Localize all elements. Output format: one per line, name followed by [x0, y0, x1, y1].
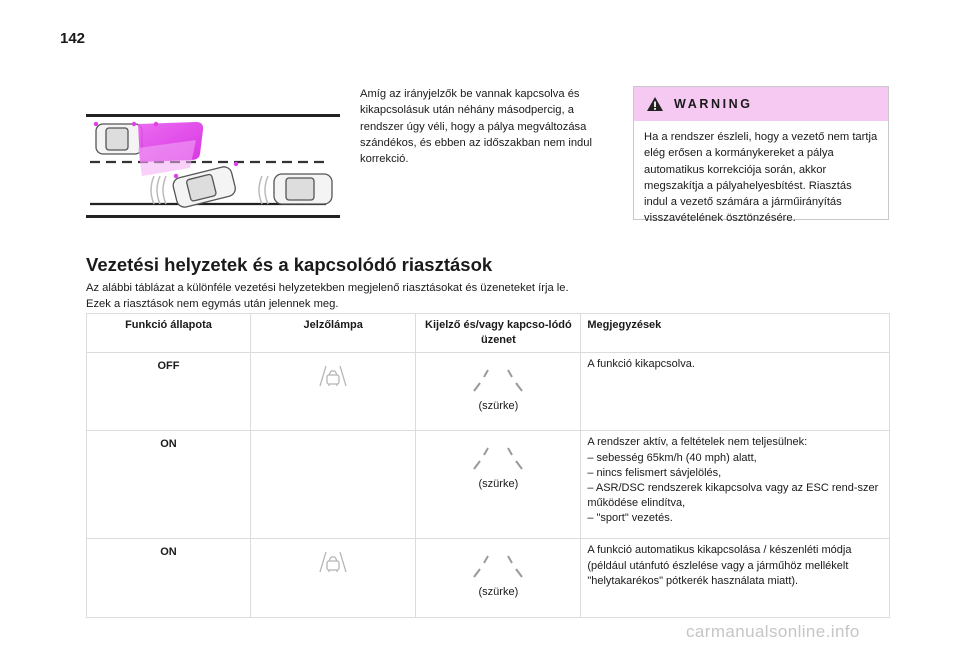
remark-text: A funkció automatikus kikapcsolása / készenléti módja (például utánfutó észlelése vagy a járműhöz mellékelt "helytakarékos" pótkerék használata miatt).	[587, 544, 852, 587]
section-description-line-1: Az alábbi táblázat a különféle vezetési helyzetekben megjelenő riasztásokat és üzeneteket írja le.	[86, 282, 569, 294]
remark	[581, 539, 890, 618]
display-cell	[416, 353, 581, 431]
display-gray-label: (szürke)	[478, 477, 519, 490]
table-row	[87, 539, 890, 618]
warning-header	[634, 87, 888, 121]
table-row	[87, 353, 890, 431]
remark-line: – ASR/DSC rendszerek kikapcsolva vagy az ESC rend-szer működése elindítva,	[587, 482, 879, 510]
display-cell	[416, 431, 581, 539]
section-description-line-2: Ezek a riasztások nem egymás után jelennek meg.	[86, 297, 339, 310]
header-function-state: Funkció állapota	[87, 314, 251, 353]
remark-line: A rendszer aktív, a feltételek nem teljesülnek:	[587, 436, 808, 449]
header-display-message: Kijelző és/vagy kapcso-lódó üzenet	[416, 314, 581, 353]
lane-keep-warning-icon	[318, 549, 348, 575]
illustration-top-rule	[86, 114, 340, 117]
remark	[581, 431, 890, 539]
lane-keep-warning-icon	[318, 363, 348, 389]
header-remarks: Megjegyzések	[581, 314, 890, 353]
display-gray-label: (szürke)	[478, 585, 519, 598]
alerts-table	[86, 313, 890, 618]
warning-box	[633, 86, 889, 225]
remark-line: – sebesség 65km/h (40 mph) alatt,	[587, 451, 757, 464]
watermark: carmanualsonline.info	[686, 622, 860, 641]
intro-paragraph: Amíg az irányjelzők be vannak kapcsolva és kikapcsolásuk után néhány másodpercig, a rendszer úgy véli, hogy a pálya megváltozása szándékos, és ebben az időszakban nem indul korrekció.	[360, 88, 592, 166]
remark-line: – nincs felismert sávjelölés,	[587, 466, 722, 479]
page-number: 142	[60, 30, 86, 47]
remark-line: – "sport" vezetés.	[587, 512, 673, 525]
display-gray-label: (szürke)	[478, 399, 519, 412]
table-header-row	[87, 314, 890, 353]
lane-lines-gray-icon	[466, 553, 530, 579]
overtaking-car	[96, 124, 142, 154]
section-title: Vezetési helyzetek és a kapcsolódó riasztások	[86, 254, 493, 275]
display-cell	[416, 539, 581, 618]
indicator-lamp-cell	[250, 431, 416, 539]
remark	[581, 353, 890, 431]
function-state: ON	[87, 431, 251, 539]
table-row	[87, 431, 890, 539]
lane-lines-gray-icon	[466, 367, 530, 393]
lane-lines-gray-icon	[466, 445, 530, 471]
function-state: ON	[87, 539, 251, 618]
ego-car	[172, 165, 237, 209]
function-state: OFF	[87, 353, 251, 431]
illustration-bottom-rule	[86, 215, 340, 218]
indicator-lamp-cell	[250, 353, 416, 431]
header-indicator-lamp: Jelzőlámpa	[250, 314, 416, 353]
remark-text: A funkció kikapcsolva.	[587, 358, 695, 371]
lane-change-illustration	[86, 118, 340, 214]
indicator-lamp-cell	[250, 539, 416, 618]
section-description	[86, 281, 886, 312]
warning-text: Ha a rendszer észleli, hogy a vezető nem tartja elég erősen a kormánykereket a pálya automatikus korrekciója során, akkor megszakítja a pályahelyesbítést. Riasztás indul a vezető számára a járműirányítás visszavételének ösztönzésére.	[644, 131, 878, 225]
warning-triangle-icon	[646, 96, 664, 112]
car-ahead	[274, 174, 332, 204]
warning-title: WARNING	[674, 97, 753, 111]
